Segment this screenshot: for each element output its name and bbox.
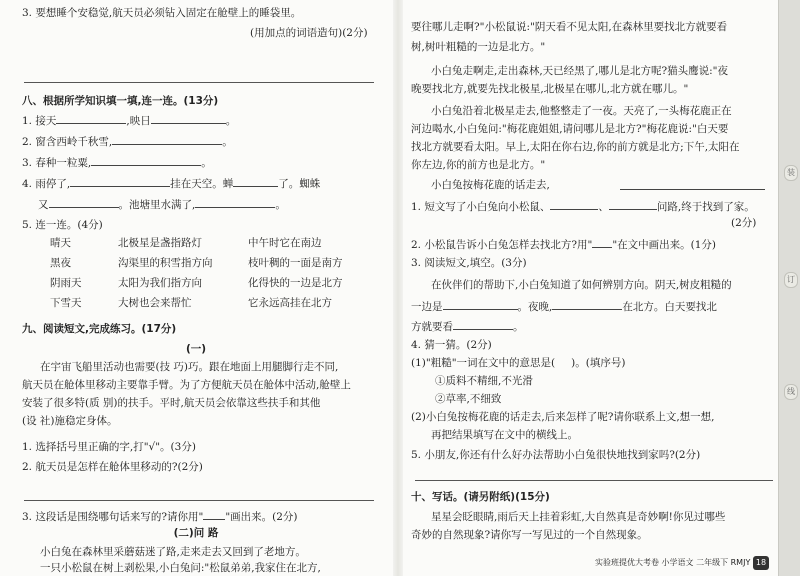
page-footer: 实验班提优大考卷 小学语文 二年级下 RMJY 18: [595, 556, 769, 570]
r-question-4: 4. 猜一猜。(2分): [411, 339, 492, 351]
r-question-5: 5. 小朋友,你还有什么好办法帮助小白兔很快地找到家吗?(2分): [411, 449, 701, 461]
r-question-3: 3. 阅读短文,填空。(3分): [411, 257, 527, 269]
passage-2-line: 小白兔按梅花鹿的话走去,: [431, 179, 550, 191]
answer-line: [24, 82, 374, 83]
link-item: 阴雨天: [50, 277, 82, 289]
link-title: 5. 连一连。(4分): [22, 219, 103, 231]
link-item: 黑夜: [50, 257, 71, 269]
answer-line: [415, 480, 773, 481]
strip-mark-2: 订: [784, 272, 798, 288]
link-item: 化得快的一边是北方: [248, 277, 343, 289]
passage-2-line: 晚要找北方,就要先找北极星,北极星在哪儿,北方就在哪儿。": [411, 83, 689, 95]
fill-3: 3. 春种一粒粟, 。: [22, 154, 212, 170]
r-question-3-line-1: 在伙伴们的帮助下,小白兔知道了如何辨别方向。阴天,树皮粗糙的: [431, 279, 732, 291]
writing-prompt-1: 星星会眨眼睛,雨后天上挂着彩虹,大自然真是奇妙啊!你见过哪些: [431, 511, 726, 523]
passage-2-line-2: 一只小松鼠在树上剥松果,小白兔问:"松鼠弟弟,我家住在北方,: [40, 562, 321, 574]
link-item: 大树也会来帮忙: [118, 297, 192, 309]
binding-gutter: [393, 0, 403, 576]
link-item: 中午时它在南边: [248, 237, 322, 249]
right-column: [405, 0, 780, 576]
passage-1-q3: 3. 这段话是围绕哪句话来写的?请你用" "画出来。(2分): [22, 508, 298, 524]
r-question-1: 1. 短文写了小白兔向小松鼠、 、 问路,终于找到了家。: [411, 198, 755, 214]
strip-mark-1: 装: [784, 165, 798, 181]
r-option-1: ①质料不精细,不光滑: [435, 375, 533, 387]
passage-2-line: 小白兔走啊走,走出森林,天已经黑了,哪儿是北方呢?猫头鹰说:"夜: [431, 65, 729, 77]
passage-2-line: 要往哪儿走啊?"小松鼠说:"阴天看不见太阳,在森林里要找北方就要看: [411, 21, 728, 33]
link-item: 下雪天: [50, 297, 82, 309]
passage-1-title: (一): [185, 343, 207, 355]
page-number: 18: [753, 556, 769, 570]
passage-2-line: 你左边,你的前方也是北方。": [411, 159, 546, 171]
passage-2-line: 小白兔沿着北极星走去,他整整走了一夜。天亮了,一头梅花鹿正在: [431, 105, 732, 117]
strip-mark-3: 线: [784, 384, 798, 400]
passage-1-line: 安装了很多特(质 别)的扶手。平时,航天员会依靠这些扶手和其他: [22, 397, 321, 409]
link-item: 太阳为我们指方向: [118, 277, 202, 289]
passage-1-q1: 1. 选择括号里正确的字,打"√"。(3分): [22, 441, 196, 453]
passage-1-line: 在宇宙飞船里活动也需要(技 巧)巧。跟在地面上用腿脚行走不同,: [40, 361, 339, 373]
link-item: 它永远高挂在北方: [248, 297, 332, 309]
r-question-2: 2. 小松鼠告诉小白兔怎样去找北方?用" "在文中画出来。(1分): [411, 236, 716, 252]
passage-2-line: 找北方就要看太阳。早上,太阳在你右边,你的前方就是北方;下午,太阳在: [411, 141, 740, 153]
writing-prompt-2: 奇妙的自然现象?请你写一写见过的一个自然现象。: [411, 529, 648, 541]
r-question-4-2b: 再把结果填写在文中的横线上。: [431, 429, 578, 441]
link-item: 沟渠里的积雪指方向: [118, 257, 213, 269]
r-question-1-score: (2分): [731, 217, 757, 229]
r-option-2: ②草率,不细致: [435, 393, 502, 405]
question-3-note: (用加点的词语造句)(2分): [250, 27, 368, 39]
binding-strip: [778, 0, 800, 576]
left-column: [0, 0, 392, 576]
passage-1-line: 航天员在舱体里移动主要靠手臂。为了方便航天员在舱体中活动,舱壁上: [22, 379, 351, 391]
passage-2-line: 河边喝水,小白兔问:"梅花鹿姐姐,请问哪儿是北方?"梅花鹿说:"白天要: [411, 123, 729, 135]
r-question-3-line-2: 一边是 。夜晚, 在北方。白天要找北: [411, 298, 717, 314]
fill-1: 1. 接天 ,映日 。: [22, 112, 236, 128]
passage-2-title: (二)问 路: [173, 527, 219, 539]
section-8-title: 八、根据所学知识填一填,连一连。(13分): [22, 95, 219, 107]
passage-1-line: (设 社)施稳定身体。: [22, 415, 118, 427]
section-9-title: 九、阅读短文,完成练习。(17分): [22, 323, 177, 335]
passage-2-line-1: 小白兔在森林里采蘑菇迷了路,走来走去又回到了老地方。: [40, 546, 306, 558]
fill-2: 2. 窗含西岭千秋雪, 。: [22, 133, 233, 149]
link-item: 北极星是盏指路灯: [118, 237, 202, 249]
question-3: 3. 要想睡个安稳觉,航天员必须钻入固定在舱壁上的睡袋里。: [22, 7, 302, 19]
r-question-4-2: (2)小白兔按梅花鹿的话走去,后来怎样了呢?请你联系上文,想一想,: [411, 411, 715, 423]
link-item: 枝叶稠的一面是南方: [248, 257, 343, 269]
section-10-title: 十、写话。(请另附纸)(15分): [411, 491, 550, 503]
answer-line: [24, 500, 374, 501]
r-question-4-1: (1)"粗糙"一词在文中的意思是( )。(填序号): [411, 357, 626, 369]
r-question-3-line-3: 方就要看 。: [411, 318, 524, 334]
link-item: 晴天: [50, 237, 71, 249]
passage-2-line: 树,树叶粗糙的一边是北方。": [411, 41, 546, 53]
answer-blank: [620, 178, 765, 190]
fill-4: 4. 雨停了, 挂在天空。蝉 了。蜘蛛: [22, 175, 320, 191]
fill-4-cont: 又 。池塘里水满了, 。: [38, 196, 286, 212]
passage-1-q2: 2. 航天员是怎样在舱体里移动的?(2分): [22, 461, 203, 473]
